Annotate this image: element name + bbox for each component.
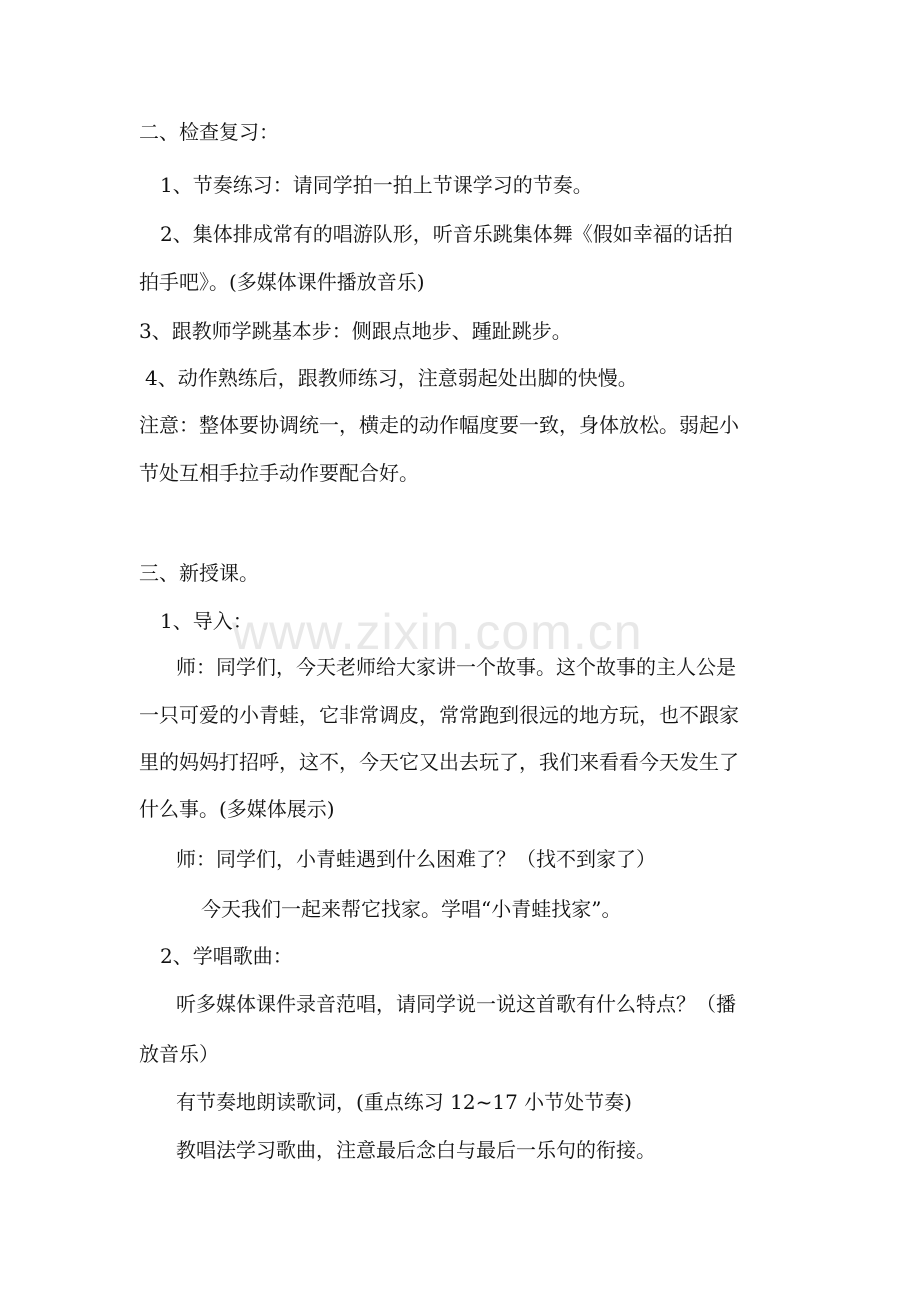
intro-heading: 1、导入： [160, 609, 253, 633]
listen-line-1: 听多媒体课件录音范唱，请同学说一说这首歌有什么特点？（播 [176, 992, 736, 1016]
teach-song: 教唱法学习歌曲，注意最后念白与最后一乐句的衔接。 [176, 1138, 656, 1162]
story-line-3: 里的妈妈打招呼，这不，今天它又出去玩了，我们来看看今天发生了 [139, 750, 739, 774]
today-help-frog: 今天我们一起来帮它找家。学唱“小青蛙找家”。 [201, 897, 622, 921]
review-item-basic-steps: 3、跟教师学跳基本步：侧跟点地步、踵趾跳步。 [139, 319, 572, 343]
review-item-practice: 4、动作熟练后，跟教师练习，注意弱起处出脚的快慢。 [145, 366, 638, 390]
review-item-rhythm: 1、节奏练习：请同学拍一拍上节课学习的节奏。 [160, 173, 593, 197]
review-item-group-dance-line2: 拍手吧》。(多媒体课件播放音乐) [139, 270, 425, 294]
section-heading-review: 二、检查复习： [139, 120, 279, 144]
story-line-2: 一只可爱的小青蛙，它非常调皮，常常跑到很远的地方玩，也不跟家 [139, 703, 739, 727]
song-heading: 2、学唱歌曲： [160, 944, 293, 968]
section-heading-new-lesson: 三、新授课。 [139, 561, 259, 585]
story-line-4: 什么事。(多媒体展示) [139, 797, 335, 821]
rhythm-reading: 有节奏地朗读歌词，(重点练习 12~17 小节处节奏) [176, 1090, 632, 1114]
listen-line-2: 放音乐） [139, 1042, 219, 1066]
review-note-line2: 节处互相手拉手动作要配合好。 [139, 461, 419, 485]
story-line-1: 师：同学们，今天老师给大家讲一个故事。这个故事的主人公是 [176, 655, 736, 679]
teacher-question: 师：同学们，小青蛙遇到什么困难了？（找不到家了） [176, 847, 656, 871]
review-item-group-dance-line1: 2、集体排成常有的唱游队形，听音乐跳集体舞《假如幸福的话拍 [160, 222, 733, 246]
watermark: www.zixin.com.cn [232, 604, 643, 660]
review-note-line1: 注意：整体要协调统一，横走的动作幅度要一致，身体放松。弱起小 [139, 413, 739, 437]
